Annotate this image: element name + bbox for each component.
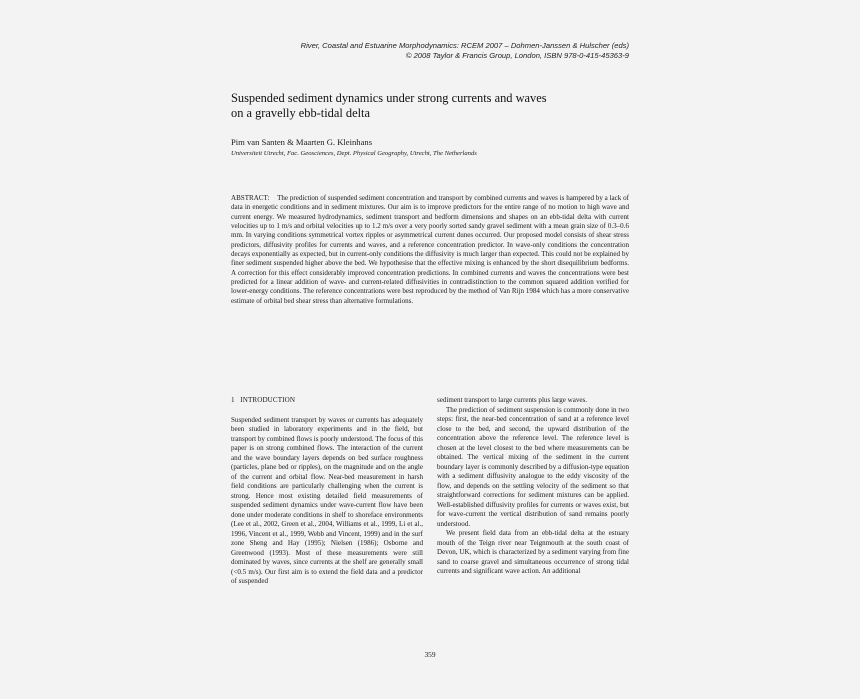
affiliation: Universiteit Utrecht, Fac. Geosciences, Dept. Physical Geography, Utrecht, The Netherlands	[231, 150, 477, 157]
section-title: INTRODUCTION	[240, 396, 296, 404]
abstract-label: ABSTRACT:	[231, 194, 270, 202]
section-heading	[231, 396, 423, 406]
running-header	[301, 41, 629, 61]
abstract-text: The prediction of suspended sediment concentration and transport by combined currents and waves is hampered by a lack of data in energetic conditions and in sediment mixtures. Our aim is to improve predictors for the entire range of no motion to high wave and current energy. We measured hydrodynamics, sediment transport and bedform dimensions and shapes on an ebb-tidal delta with current velocities up to 1 m/s and orbital velocities up to 1.2 m/s over a very poorly sorted sandy gravel sediment with a mean grain size of 0.3–0.6 mm. In varying conditions symmetrical vortex ripples or asymmetrical current dunes occurred. Our proposed model consists of shear stress predictors, diffusivity profiles for currents and waves, and a reference concentration predictor. In wave-only conditions the concentration decays exponentially as expected, but in current-only conditions the diffusivity is much larger than expected. This could not be explained by finer sediment suspended higher above the bed. We hypothesise that the effective mixing is enhanced by the short disequilibrium bedforms. A correction for this effect considerably improved concentration predictions. In combined currents and waves the concentrations were best predicted for a linear addition of wave- and current-related diffusivities in contradistinction to the common squared addition verified for lower-energy conditions. The reference concentrations were best reproduced by the method of Van Rijn 1984 which has a more conservative estimate of orbital bed shear stress than alternative formulations.	[231, 194, 629, 305]
right-column	[437, 396, 629, 577]
page-number: 359	[424, 650, 436, 659]
right-paragraph-3: We present field data from an ebb-tidal delta at the estuary mouth of the Teign river near Teignmouth at the south coast of Devon, UK, which is characterized by a sediment varying from fine sand to coarse gravel and simultaneous occurrence of strong tidal currents and significant wave action. An additional	[437, 529, 629, 575]
left-column	[231, 396, 423, 587]
section-number: 1	[231, 396, 235, 404]
left-paragraph-1: Suspended sediment transport by waves or currents has adequately been studied in laboratory experiments and in the field, but transport by combined flows is poorly understood. The focus of this paper is on strong combined flows. The interaction of the current and the wave boundary layers depends on bed surface roughness (particles, plane bed or ripples), on the magnitude and on the angle of the current and orbital flow. Near-bed measurement in harsh field conditions are particularly challenging when the current is strong. Hence most existing detailed field measurements of suspended sediment dynamics under wave-current flow have been done under moderate conditions in shelf to shoreface environments (Lee et al., 2002, Green et al., 2004, Williams et al., 1999, Li et al., 1996, Vincent et al., 1999, Webb and Vincent, 1999) and in the surf zone Sheng and Hay (1995); Nielsen (1986); Osborne and Greenwood (1993). Most of these measurements were still dominated by waves, since currents at the shelf are generally small (<0.5 m/s). Our first aim is to extend the field data and a predictor of suspended	[231, 415, 423, 585]
abstract	[231, 194, 629, 306]
title-line-2: on a gravelly ebb-tidal delta	[231, 105, 370, 120]
header-line-1: River, Coastal and Estuarine Morphodynamics: RCEM 2007 – Dohmen-Janssen & Hulscher (eds)	[300, 41, 629, 50]
title-line-1: Suspended sediment dynamics under strong currents and waves	[231, 91, 547, 105]
paper-title	[231, 91, 651, 120]
authors: Pim van Santen & Maarten G. Kleinhans	[231, 137, 373, 147]
right-paragraph-2: The prediction of sediment suspension is commonly done in two steps: first, the near-bed concentration of sand at a reference level close to the bed, and second, the upward distribution of the concentration above the reference level. The reference level is chosen at the level closest to the bed where measurements can be obtained. The vertical mixing of the sediment in the current boundary layer is commonly described by a diffusion-type equation with a sediment diffusivity analogue to the eddy viscosity of the flow, and depends on the settling velocity of the sediment so that straightforward corrections for sediment mixtures can be applied. Well-established diffusivity profiles for currents or waves exist, but for wave-current the vertical distribution of sand remains poorly understood.	[437, 405, 629, 528]
header-line-2: © 2008 Taylor & Francis Group, London, ISBN 978-0-415-45363-9	[405, 51, 629, 60]
right-paragraph-1: sediment transport to large currents plus large waves.	[437, 396, 588, 404]
